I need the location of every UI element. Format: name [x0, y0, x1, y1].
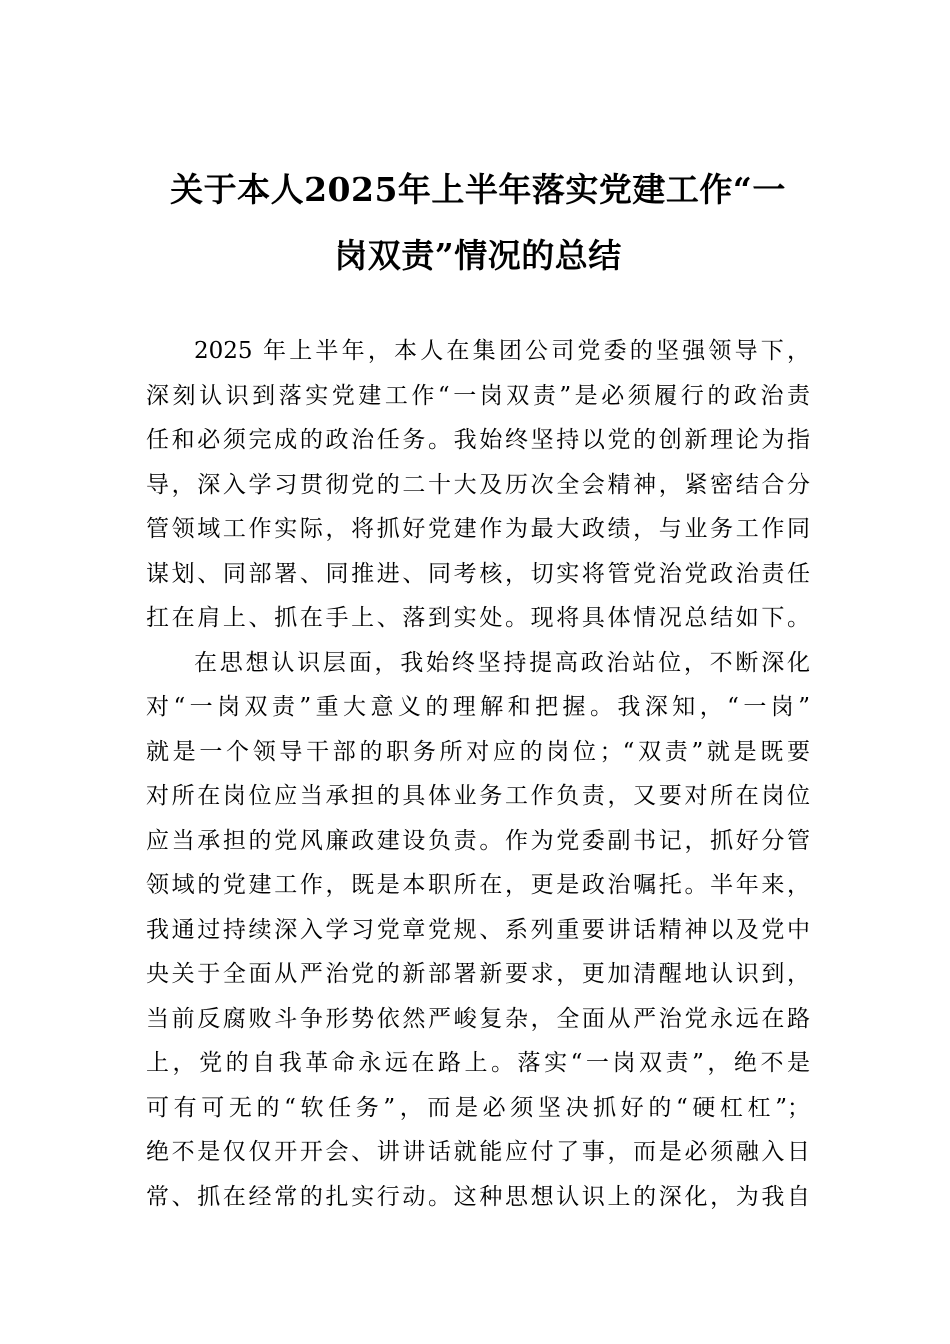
text-line: 在思想认识层面，我始终坚持提高政治站位，不断深化: [194, 649, 810, 676]
text-line: 谋划、同部署、同推进、同考核，切实将管党治党政治责任: [146, 560, 810, 587]
text-line: 对“一岗双责”重大意义的理解和把握。我深知，“一岗”: [146, 694, 810, 720]
paragraph-1: [146, 329, 810, 641]
text-line: 常、抓在经常的扎实行动。这种思想认识上的深化，为我自: [146, 1183, 810, 1210]
paragraph-2: [146, 641, 810, 1220]
text-line: 任和必须完成的政治任务。我始终坚持以党的创新理论为指: [146, 427, 810, 453]
text-line: 央关于全面从严治党的新部署新要求，更加清醒地认识到，: [146, 961, 810, 987]
text-line: 导，深入学习贯彻党的二十大及历次全会精神，紧密结合分: [146, 471, 810, 498]
text-line: 就是一个领导干部的职务所对应的岗位；“双责”就是既要: [146, 738, 810, 765]
document-body: [146, 329, 810, 1219]
text-line: 当前反腐败斗争形势依然严峻复杂，全面从严治党永远在路: [146, 1005, 810, 1032]
text-line: 领域的党建工作，既是本职所在，更是政治嘱托。半年来，: [146, 872, 810, 898]
document-title: [148, 157, 808, 289]
text-line: 深刻认识到落实党建工作“一岗双责”是必须履行的政治责: [146, 382, 810, 409]
text-line: 2025 年上半年，本人在集团公司党委的坚强领导下，: [194, 338, 810, 364]
title-line: 岗双责”情况的总结: [334, 236, 622, 275]
text-line: 上，党的自我革命永远在路上。落实“一岗双责”，绝不是: [146, 1050, 810, 1076]
text-line: 可有可无的“软任务”，而是必须坚决抓好的“硬杠杠”；: [146, 1094, 810, 1121]
text-line: 绝不是仅仅开开会、讲讲话就能应付了事，而是必须融入日: [146, 1139, 810, 1165]
text-line: 我通过持续深入学习党章党规、系列重要讲话精神以及党中: [146, 916, 810, 943]
text-line: 对所在岗位应当承担的具体业务工作负责，又要对所在岗位: [146, 783, 810, 809]
text-line: 扛在肩上、抓在手上、落到实处。现将具体情况总结如下。: [146, 605, 810, 631]
text-line: 应当承担的党风廉政建设负责。作为党委副书记，抓好分管: [146, 827, 810, 854]
text-line: 管领域工作实际，将抓好党建作为最大政绩，与业务工作同: [146, 516, 810, 542]
title-line: 关于本人2025年上半年落实党建工作“一: [170, 170, 786, 209]
